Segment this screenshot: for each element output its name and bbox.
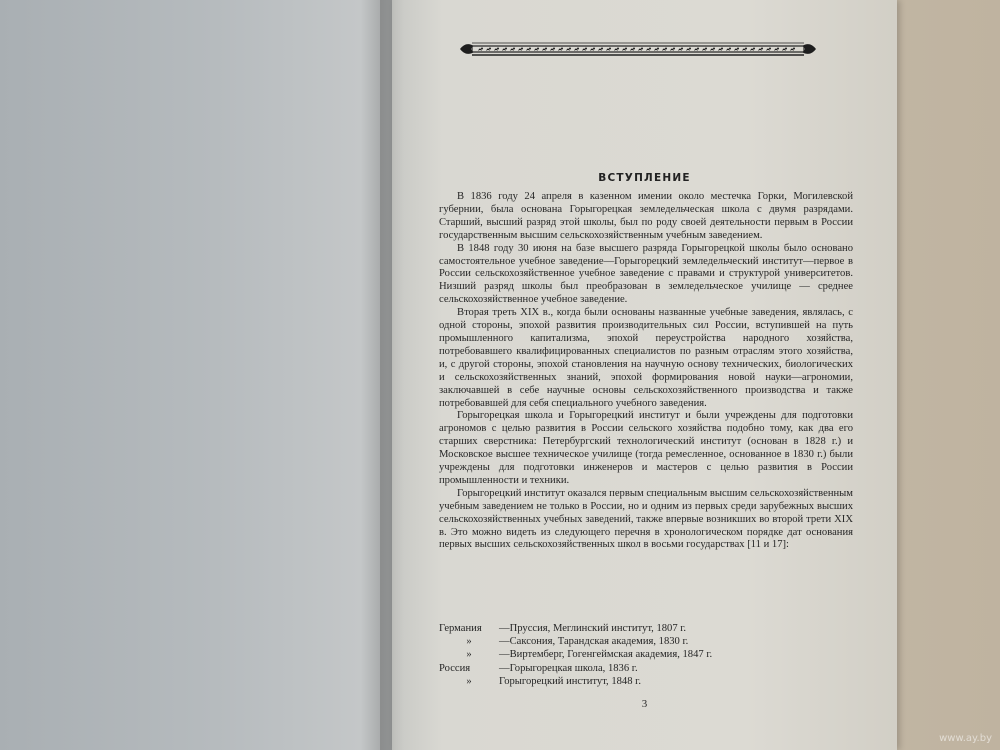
page-title: ВСТУПЛЕНИЕ bbox=[598, 172, 691, 184]
ornament-dot bbox=[553, 48, 555, 50]
ornament-dot bbox=[505, 48, 507, 50]
list-item bbox=[439, 648, 853, 661]
ornament-dot bbox=[545, 48, 547, 50]
ornament-dot bbox=[793, 48, 795, 50]
ornament-dot bbox=[785, 48, 787, 50]
ornament-dot bbox=[657, 48, 659, 50]
ornament-dot bbox=[649, 48, 651, 50]
ornament-dot bbox=[665, 48, 667, 50]
paragraph: В 1836 году 24 апреля в казенном имении около местечка Горки, Могилевской губернии, была основана Горыгорецкая земледельческая школа с двумя разрядами. Старший, высший разряд этой школы, был по роду своей деятельности первым в России государственным высшим сельскохозяйственным учебным заведением. bbox=[439, 191, 853, 241]
list-entry: Горыгорецкий институт, 1848 г. bbox=[499, 675, 641, 687]
ornament-dot bbox=[593, 48, 595, 50]
ornament-dot bbox=[777, 48, 779, 50]
page-number: 3 bbox=[641, 698, 648, 710]
list-country: Россия bbox=[439, 662, 471, 674]
ornament-dot bbox=[641, 48, 643, 50]
book-spine-shadow bbox=[380, 0, 404, 750]
ornament-header-icon bbox=[458, 40, 818, 58]
ornament-dot bbox=[681, 48, 683, 50]
ornament-dot bbox=[513, 48, 515, 50]
ornament-dot bbox=[689, 48, 691, 50]
watermark: www.ay.by bbox=[939, 733, 992, 744]
ornament-dot bbox=[481, 48, 483, 50]
paragraph: В 1848 году 30 июня на базе высшего разряда Горыгорецкой школы было основано самостоятельное учебное заведение—Горыгорецкий земледельческий институт—первое в России сельскохозяйственное учебное заведение с правами и структурой университетов. Низший разряд школы был преобразован в земледельческое училище — среднее сельскохозяйственное учебное заведение. bbox=[439, 242, 853, 306]
list-country: » bbox=[466, 649, 472, 661]
ornament-dot bbox=[753, 48, 755, 50]
paragraph: Горыгорецкий институт оказался первым специальным высшим сельскохозяйственным учебным заведением не только в России, но и одним из первых среди зарубежных высших сельскохозяйственных учебных заведений, также впервые возникших во второй трети XIX в. Это можно видеть из следующего перечня в хронологическом порядке дат основания первых высших сельскохозяйственных школ в восьми государствах [11 и 17]: bbox=[439, 487, 853, 551]
list-country: » bbox=[466, 675, 472, 687]
ornament-dot bbox=[521, 48, 523, 50]
left-page-blank bbox=[0, 0, 392, 750]
list-country: Германия bbox=[439, 623, 482, 634]
list-item bbox=[439, 622, 853, 635]
ornament-dot bbox=[569, 48, 571, 50]
ornament-dot bbox=[617, 48, 619, 50]
list-entry: —Виртемберг, Гогенгеймская академия, 1847 г. bbox=[499, 649, 713, 661]
ornament-dot bbox=[745, 48, 747, 50]
right-page bbox=[392, 0, 897, 750]
ornament-dot bbox=[625, 48, 627, 50]
ornament-dot bbox=[713, 48, 715, 50]
ornament-dot bbox=[761, 48, 763, 50]
paragraph: Вторая треть XIX в., когда были основаны названные учебные заведения, являлась, с одной стороны, эпохой развития производительных сил России, вступившей на путь промышленного капитализма, эпохой переустройства народного хозяйства, потребовавшего квалифицированных специалистов по разным отраслям этого хозяйства, и, с другой стороны, эпохой становления на научную основу технических, биологических и сельскохозяйственных знаний, эпохой формирования новой науки—агрономии, заключавшей в себе научные основы сельскохозяйственного производства и также потребовавшей для себя специального учебного заведения. bbox=[439, 307, 853, 409]
founding-list bbox=[439, 622, 853, 688]
list-entry: —Саксония, Тарандская академия, 1830 г. bbox=[499, 636, 689, 648]
list-country: » bbox=[466, 636, 472, 648]
ornament-dot bbox=[585, 48, 587, 50]
list-item bbox=[439, 675, 853, 688]
ornament-dot bbox=[609, 48, 611, 50]
list-item bbox=[439, 635, 853, 648]
ornament-dot bbox=[633, 48, 635, 50]
ornament-dot bbox=[721, 48, 723, 50]
list-entry: —Пруссия, Меглинский институт, 1807 г. bbox=[499, 623, 687, 634]
body-text bbox=[439, 191, 853, 552]
ornament-dot bbox=[737, 48, 739, 50]
ornament-dot bbox=[489, 48, 491, 50]
ornament-dot bbox=[577, 48, 579, 50]
ornament-dot bbox=[769, 48, 771, 50]
ornament-dot bbox=[537, 48, 539, 50]
ornament-dot bbox=[729, 48, 731, 50]
ornament-dot bbox=[561, 48, 563, 50]
ornament-dot bbox=[673, 48, 675, 50]
ornament-dot bbox=[497, 48, 499, 50]
list-entry: —Горыгорецкая школа, 1836 г. bbox=[499, 662, 638, 674]
ornament-dot bbox=[601, 48, 603, 50]
ornament-dot bbox=[529, 48, 531, 50]
paragraph: Горыгорецкая школа и Горыгорецкий институт и были учреждены для подготовки агрономов с целью развития в России сельского хозяйства подобно тому, как два его старших сверстника: Петербургский технологический институт (основан в 1828 г.) и Московское высшее техническое училище (тогда ремесленное, основанное в 1830 г.) были учреждены для подготовки инженеров и мастеров с целью развития в России промышленности и техники. bbox=[439, 410, 853, 486]
ornament-dot bbox=[697, 48, 699, 50]
ornament-dot bbox=[705, 48, 707, 50]
list-item bbox=[439, 662, 853, 675]
